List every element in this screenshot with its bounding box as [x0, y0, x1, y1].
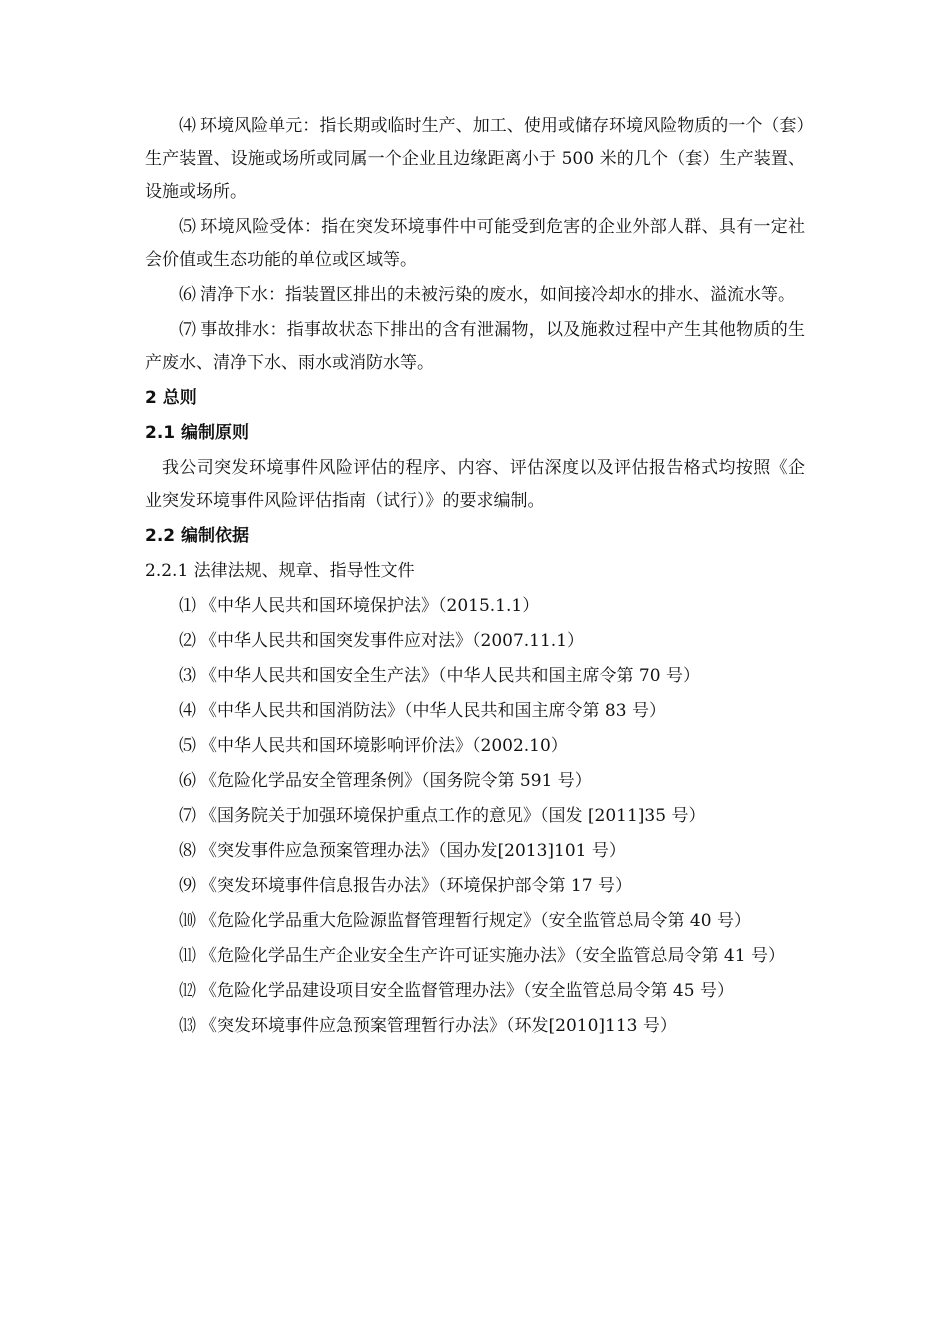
reference-text: 《危险化学品重大危险源监督管理暂行规定》（安全监管总局令第 40 号） — [200, 911, 751, 931]
definition-5 — [145, 211, 805, 277]
item-number: ⑿ — [179, 981, 196, 1001]
item-number: ⑷ — [179, 116, 197, 136]
item-number: ⑴ — [179, 596, 196, 616]
reference-text: 《中华人民共和国安全生产法》（中华人民共和国主席令第 70 号） — [200, 666, 700, 686]
item-number: ⑻ — [179, 841, 196, 861]
definition-4 — [145, 110, 805, 209]
item-number: ⑵ — [179, 631, 196, 651]
definition-6 — [145, 279, 805, 312]
list-item — [145, 940, 805, 973]
list-item — [145, 835, 805, 868]
item-number: ⑸ — [179, 217, 197, 237]
item-number: ⑹ — [179, 771, 196, 791]
definition-text: 环境风险单元：指长期或临时生产、加工、使用或储存环境风险物质的一个（套）生产装置、设施或场所或同属一个企业且边缘距离小于 500 米的几个（套）生产装置、设施或场所。 — [145, 116, 806, 202]
list-item — [145, 590, 805, 623]
item-number: ⑸ — [179, 736, 196, 756]
subsection-heading-principles: 2.1 编制原则 — [145, 423, 250, 443]
principles-paragraph: 我公司突发环境事件风险评估的程序、内容、评估深度以及评估报告格式均按照《企业突发环境事件风险评估指南（试行）》的要求编制。 — [145, 458, 805, 511]
item-number: ⑺ — [179, 806, 196, 826]
item-number: ⑶ — [179, 666, 196, 686]
item-number: ⑹ — [179, 285, 196, 305]
item-number: ⑾ — [179, 946, 196, 966]
definition-text: 环境风险受体：指在突发环境事件中可能受到危害的企业外部人群、具有一定社会价值或生态功能的单位或区域等。 — [145, 217, 806, 270]
reference-text: 《突发环境事件信息报告办法》（环境保护部令第 17 号） — [200, 876, 632, 896]
list-item — [145, 1010, 805, 1043]
item-number: ⑺ — [179, 320, 197, 340]
list-item — [145, 870, 805, 903]
reference-text: 《中华人民共和国环境保护法》（2015.1.1） — [200, 596, 540, 616]
reference-text: 《中华人民共和国突发事件应对法》（2007.11.1） — [200, 631, 585, 651]
reference-text: 《危险化学品生产企业安全生产许可证实施办法》（安全监管总局令第 41 号） — [200, 946, 785, 966]
item-number: ⑷ — [179, 701, 196, 721]
document-page — [145, 110, 805, 1045]
list-item — [145, 625, 805, 658]
list-item — [145, 730, 805, 763]
reference-text: 《危险化学品安全管理条例》（国务院令第 591 号） — [200, 771, 592, 791]
section-heading: 2 总则 — [145, 388, 197, 408]
references-list — [145, 590, 805, 1043]
subsubsection-heading-laws: 2.2.1 法律法规、规章、指导性文件 — [145, 561, 415, 581]
reference-text: 《危险化学品建设项目安全监督管理办法》（安全监管总局令第 45 号） — [200, 981, 734, 1001]
reference-text: 《突发环境事件应急预案管理暂行办法》（环发[2010]113 号） — [200, 1016, 677, 1036]
item-number: ⑼ — [179, 876, 196, 896]
definition-text: 事故排水：指事故状态下排出的含有泄漏物，以及施救过程中产生其他物质的生产废水、清净下水、雨水或消防水等。 — [145, 320, 806, 373]
reference-text: 《中华人民共和国环境影响评价法》（2002.10） — [200, 736, 568, 756]
list-item — [145, 765, 805, 798]
definition-text: 清净下水：指装置区排出的未被污染的废水，如间接冷却水的排水、溢流水等。 — [200, 285, 795, 305]
reference-text: 《中华人民共和国消防法》（中华人民共和国主席令第 83 号） — [200, 701, 666, 721]
list-item — [145, 905, 805, 938]
reference-text: 《突发事件应急预案管理办法》（国办发[2013]101 号） — [200, 841, 626, 861]
list-item — [145, 975, 805, 1008]
definition-7 — [145, 314, 805, 380]
reference-text: 《国务院关于加强环境保护重点工作的意见》（国发 [2011]35 号） — [200, 806, 706, 826]
list-item — [145, 660, 805, 693]
subsection-heading-basis: 2.2 编制依据 — [145, 526, 250, 546]
list-item — [145, 695, 805, 728]
item-number: ⑽ — [179, 911, 196, 931]
list-item — [145, 800, 805, 833]
item-number: ⒀ — [179, 1016, 196, 1036]
